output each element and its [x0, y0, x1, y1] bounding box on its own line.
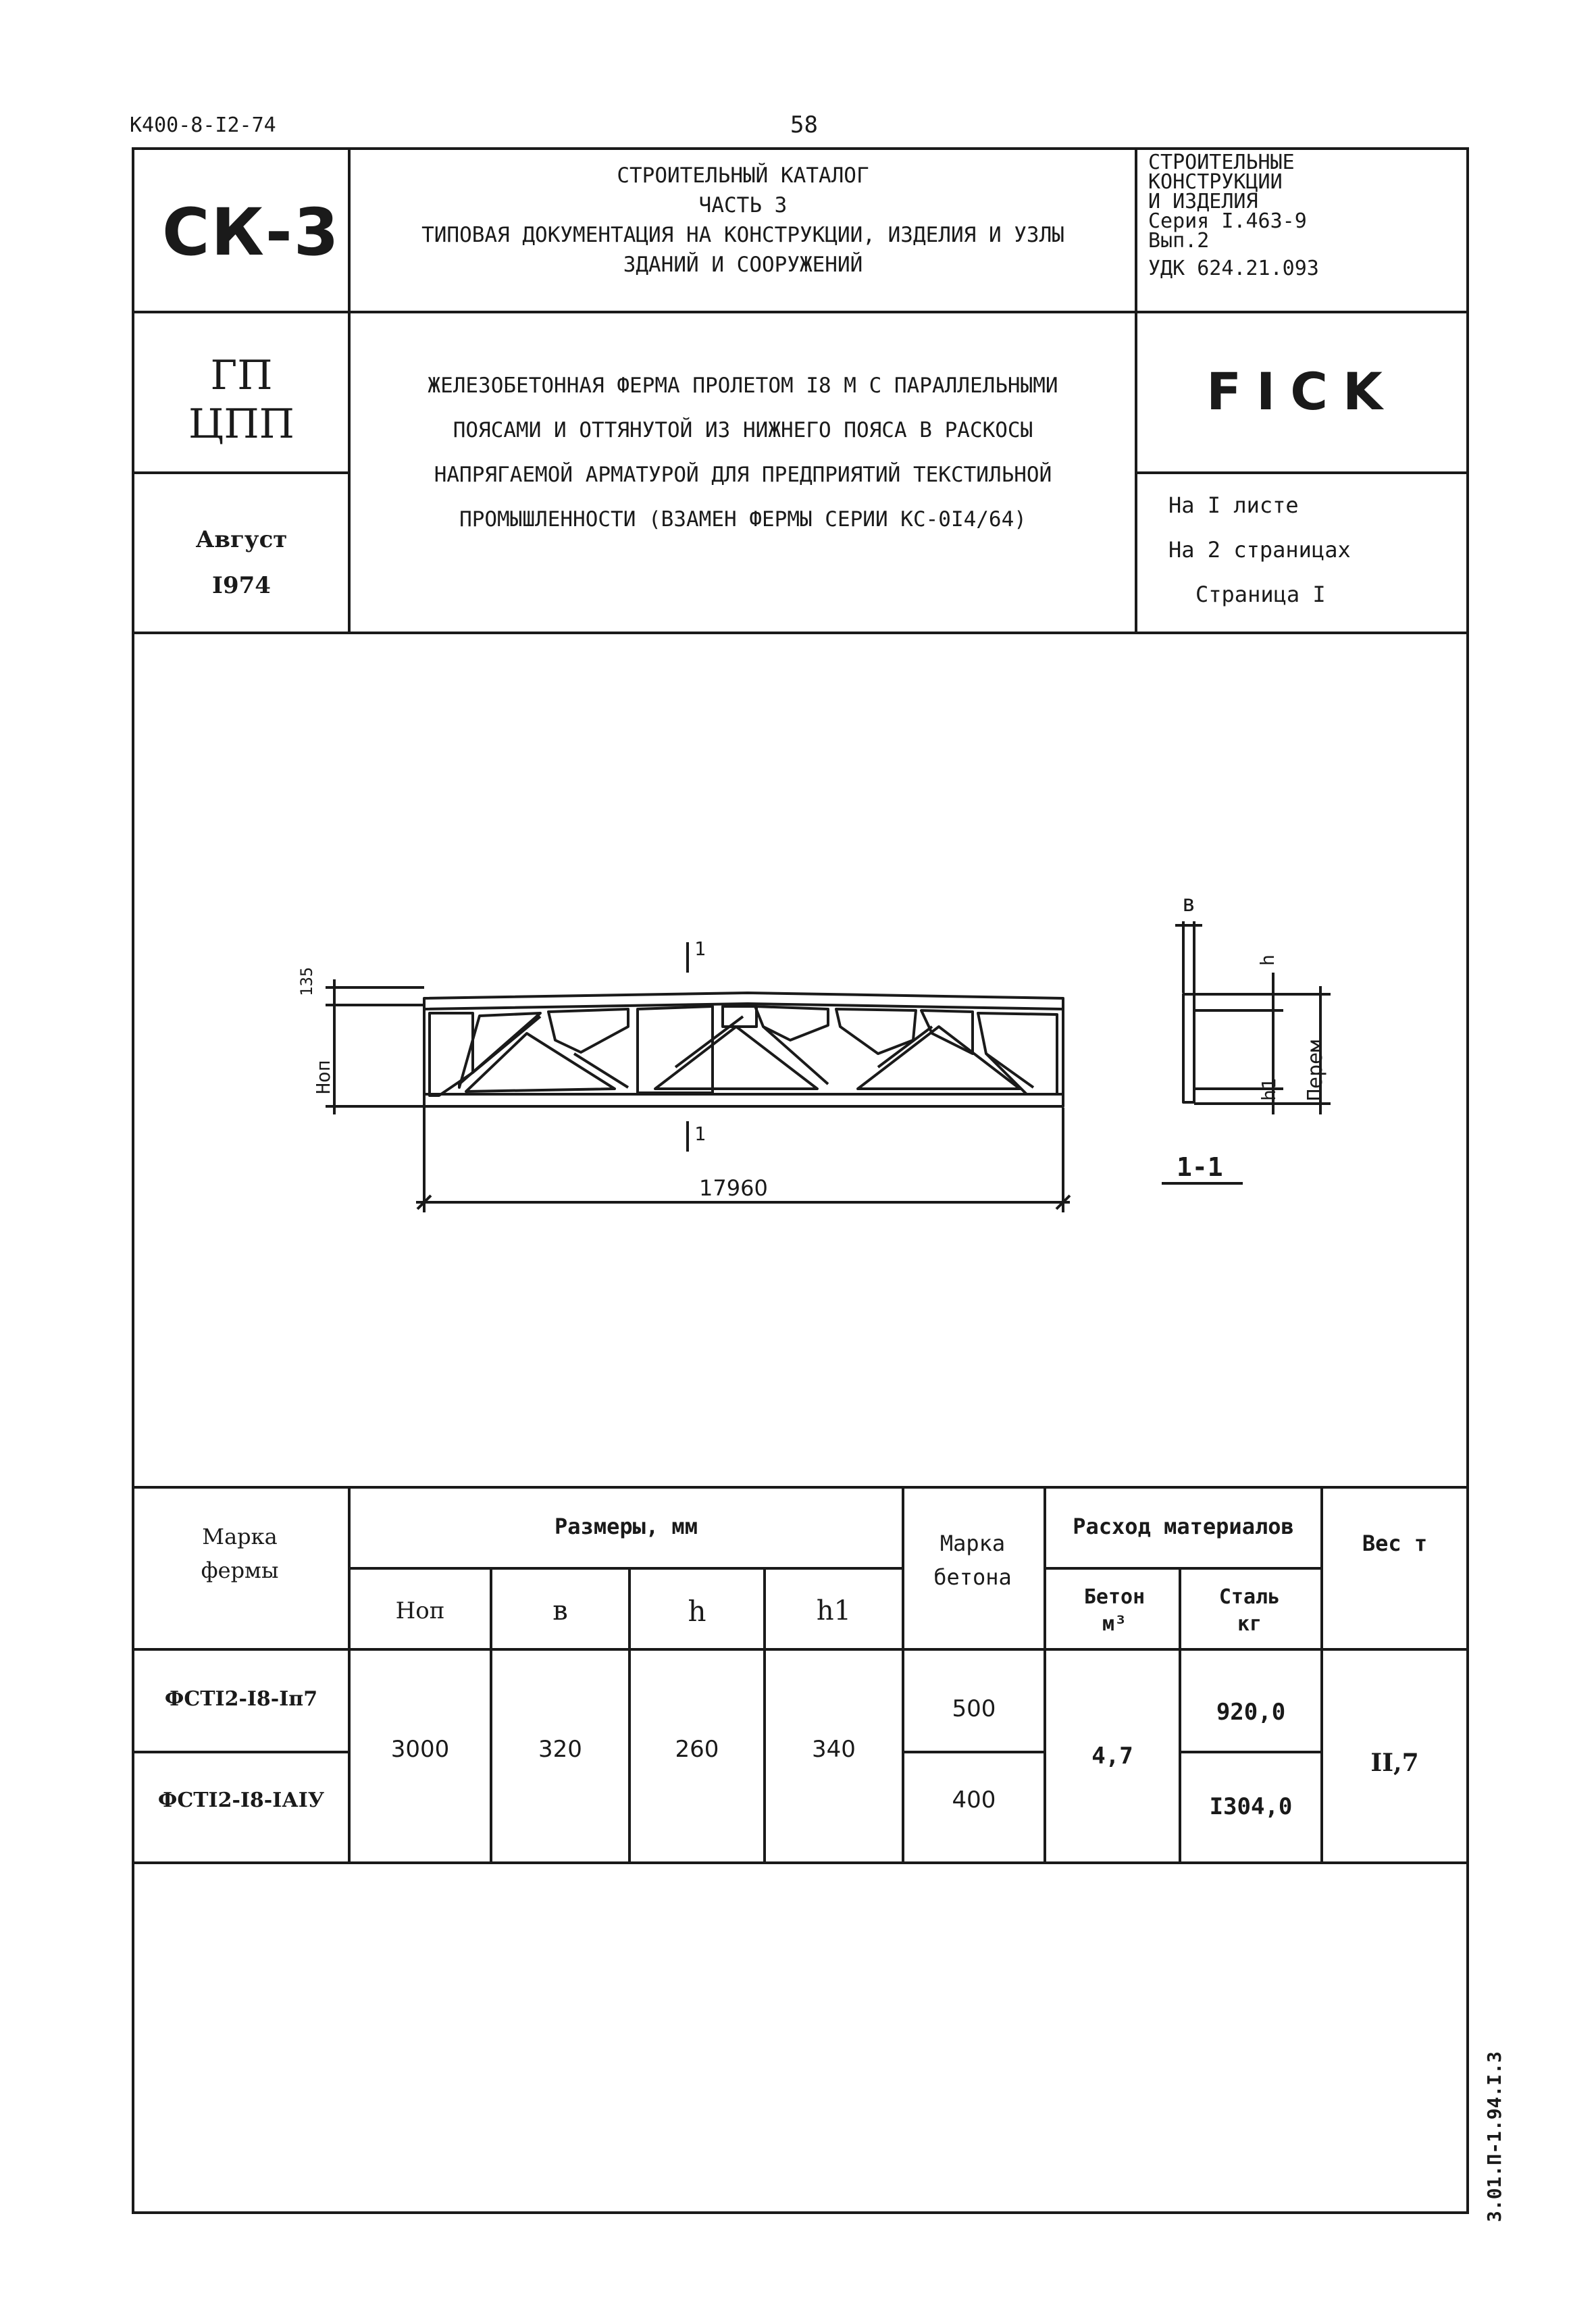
header-mark: Марка фермы: [201, 1524, 279, 1583]
header-beton: Бетон м³: [1083, 1585, 1145, 1636]
header-h: h: [688, 1594, 706, 1628]
section-profile: [1183, 994, 1194, 1102]
cell-h1: 340: [812, 1736, 856, 1763]
span-dimension: 17960: [699, 1175, 768, 1201]
catalog-line: ЧАСТЬ 3: [698, 193, 788, 217]
sheets-count: На I листе: [1168, 492, 1299, 518]
header-sizes: Размеры, мм: [555, 1514, 698, 1539]
truss-panel: [755, 1006, 828, 1040]
row-1-steel: 920,0: [1216, 1699, 1286, 1726]
catalog-line: ТИПОВАЯ ДОКУМЕНТАЦИЯ НА КОНСТРУКЦИИ, ИЗДЕЛИЯ И УЗЛЫ: [421, 223, 1064, 247]
cell-hop: 3000: [390, 1736, 450, 1763]
dim-135-label: 135: [297, 967, 316, 996]
header-concrete: Марка бетона: [933, 1531, 1012, 1590]
pages-count: На 2 страницах: [1168, 537, 1351, 563]
section-line: Вып.2: [1148, 229, 1210, 253]
header-weight: Вес т: [1362, 1531, 1428, 1556]
section-variable-label: Перем: [1304, 1039, 1327, 1101]
title-line: ЖЕЛЕЗОБЕТОННАЯ ФЕРМА ПРОЛЕТОМ I8 М С ПАРАЛЛЕЛЬНЫМИ: [428, 374, 1058, 398]
cell-beton: 4,7: [1091, 1743, 1133, 1770]
title-line: ПОЯСАМИ И ОТТЯНУТОЙ ИЗ НИЖНЕГО ПОЯСА В РАСКОСЫ: [453, 418, 1033, 442]
title-line: ПРОМЫШЛЕННОСТИ (ВЗАМЕН ФЕРМЫ СЕРИИ КС-0I4/64): [459, 507, 1027, 532]
header-hop: Hоп: [395, 1597, 445, 1624]
org-line-1: ГП: [210, 352, 273, 399]
truss-diagonal: [675, 1017, 743, 1067]
truss-triangle: [655, 1027, 817, 1089]
row-1-concrete: 500: [952, 1695, 996, 1722]
section-line: КОНСТРУКЦИИ: [1148, 170, 1283, 194]
catalog-line: ЗДАНИЙ И СООРУЖЕНИЙ: [623, 253, 863, 277]
date-year: I974: [212, 572, 271, 599]
catalog-logo: СК-3: [162, 195, 340, 270]
dim-hop-label: Hоп: [312, 1060, 334, 1094]
truss-panel: [430, 1013, 473, 1096]
truss-triangle: [466, 1033, 615, 1091]
truss-diagonal: [878, 1027, 932, 1067]
row-2-mark: ФСТI2-I8-IАIУ: [157, 1788, 325, 1812]
truss-panel: [638, 1006, 713, 1093]
section-line: УДК 624.21.093: [1148, 257, 1319, 280]
section-h1-label: h1: [1258, 1078, 1280, 1101]
org-line-2: ЦПП: [188, 401, 294, 448]
section-mark-top-label: 1: [694, 937, 706, 960]
section-label: 1-1: [1177, 1152, 1223, 1182]
header-materials: Расход материалов: [1073, 1514, 1294, 1539]
doc-code: К400-8-I2-74: [130, 113, 276, 137]
section-h-label: h: [1256, 954, 1279, 966]
truss-panel: [978, 1013, 1057, 1094]
cell-h: 260: [675, 1736, 719, 1763]
truss-panel: [723, 1006, 756, 1027]
section-b-label: в: [1182, 890, 1196, 917]
document-code: FICK: [1206, 361, 1397, 421]
section-mark-bottom-label: 1: [694, 1123, 706, 1145]
row-2-concrete: 400: [952, 1786, 996, 1814]
date-month: Август: [195, 526, 288, 553]
row-2-steel: I304,0: [1209, 1793, 1293, 1820]
cell-weight: II,7: [1370, 1749, 1419, 1777]
row-1-mark: ФСТI2-I8-Iп7: [164, 1687, 318, 1711]
page-number: 58: [790, 111, 818, 138]
side-stamp: 3.01.П-1.94.I.3: [1483, 2051, 1505, 2222]
truss-diagonal: [574, 1054, 628, 1087]
truss-panel: [548, 1009, 628, 1052]
title-line: НАПРЯГАЕМОЙ АРМАТУРОЙ ДЛЯ ПРЕДПРИЯТИЙ ТЕКСТИЛЬНОЙ: [434, 463, 1052, 487]
section-line: СТРОИТЕЛЬНЫЕ: [1148, 151, 1295, 174]
section-line: Серия I.463-9: [1148, 209, 1307, 233]
current-page: Страница I: [1195, 582, 1326, 607]
cell-b: 320: [538, 1736, 582, 1763]
header-h1: h1: [816, 1595, 852, 1626]
header-steel: Сталь кг: [1218, 1585, 1281, 1636]
header-b: в: [552, 1595, 568, 1626]
truss-diagonal: [473, 1017, 540, 1073]
catalog-line: СТРОИТЕЛЬНЫЙ КАТАЛОГ: [617, 163, 869, 188]
section-line: И ИЗДЕЛИЯ: [1148, 190, 1258, 213]
